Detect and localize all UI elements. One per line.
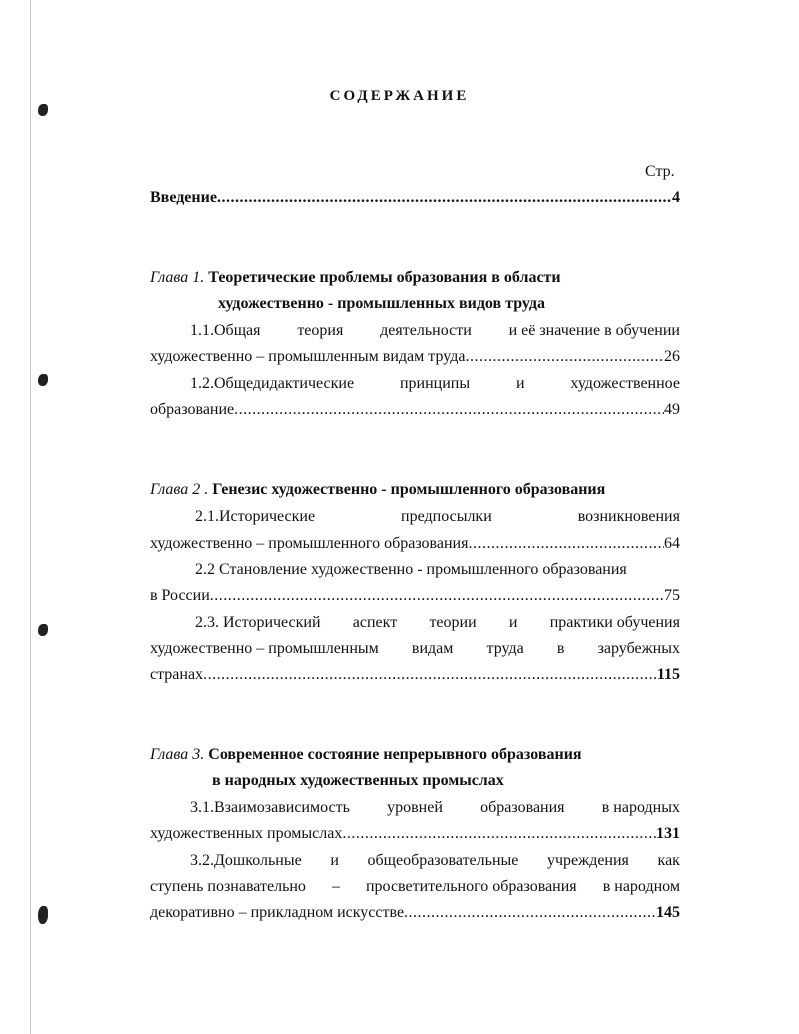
entry-page: 115 <box>656 666 680 683</box>
entry-page: 131 <box>656 825 680 842</box>
word: теория <box>297 322 344 339</box>
leader-dots <box>217 188 672 208</box>
entry-label: странах <box>150 666 204 683</box>
entry-page: 64 <box>664 535 680 552</box>
chapter-2-heading <box>150 480 605 500</box>
word: в народном <box>602 878 680 895</box>
word: как <box>657 852 680 869</box>
word: и <box>515 375 525 392</box>
leader-dots <box>342 824 656 844</box>
punch-hole-mark <box>38 374 48 386</box>
entry-page: 26 <box>664 348 680 365</box>
entry-label: художественных промыслах <box>150 825 343 842</box>
chapter-label: Глава 3. <box>150 746 205 763</box>
leader-dots <box>465 347 664 367</box>
entry-label: художественно – промышленным видам труда <box>150 348 466 365</box>
scan-edge-line <box>30 0 31 1034</box>
word: предпосылки <box>401 508 492 525</box>
page-column-label: Стр. <box>645 163 675 180</box>
word: и её значение в обучении <box>508 322 680 339</box>
section-3-2-line-3 <box>150 903 680 923</box>
word: 2.3. Исторический <box>195 614 321 631</box>
section-2-3-line-1 <box>195 613 680 633</box>
leader-dots <box>468 534 664 554</box>
word: общеобразовательные <box>367 852 519 869</box>
word: художественное <box>570 375 680 392</box>
entry-label: художественно – промышленного образования <box>150 535 469 552</box>
chapter-title: Теоретические проблемы образования в области <box>208 269 561 286</box>
section-3-2-line-1 <box>190 851 680 871</box>
chapter-title: Генезис художественно - промышленного образования <box>212 481 606 498</box>
page-title: СОДЕРЖАНИЕ <box>329 88 470 104</box>
leader-dots <box>210 586 664 606</box>
word: теории <box>429 614 477 631</box>
word: возникновения <box>577 508 680 525</box>
section-2-3-line-3 <box>150 665 680 685</box>
word: труда <box>486 640 524 657</box>
chapter-3-heading <box>150 745 582 765</box>
section-2-3-line-2 <box>150 639 680 659</box>
section-2-1-line-2 <box>150 534 680 554</box>
word: – <box>331 878 340 895</box>
punch-hole-mark <box>38 624 48 636</box>
word: аспект <box>352 614 398 631</box>
section-3-1-line-1 <box>190 798 680 818</box>
word: деятельности <box>380 322 472 339</box>
word: 1.2.Общедидактические <box>190 375 355 392</box>
chapter-label: Глава 2 . <box>150 481 209 498</box>
word: практики обучения <box>549 614 680 631</box>
word: учреждения <box>546 852 629 869</box>
word: художественно – промышленным <box>150 640 379 657</box>
word: и <box>508 614 518 631</box>
entry-label: декоративно – прикладном искусстве <box>150 904 405 921</box>
word: уровней <box>387 799 443 816</box>
chapter-3-title-cont: в народных художественных промыслах <box>212 772 504 789</box>
entry-page: 145 <box>656 904 680 921</box>
entry-label: в России <box>150 587 210 604</box>
word: 2.1.Исторические <box>195 508 316 525</box>
entry-label: Введение <box>150 189 217 206</box>
leader-dots <box>404 903 656 923</box>
word: в <box>556 640 565 657</box>
word: видам <box>411 640 454 657</box>
entry-label: образование <box>150 401 235 418</box>
word: и <box>330 852 339 869</box>
word: 3.1.Взаимозависимость <box>190 799 350 816</box>
chapter-1-title-cont: художественно - промышленных видов труда <box>218 295 545 312</box>
word: принципы <box>399 375 471 392</box>
section-2-2-line-1: 2.2 Становление художественно - промышленного образования <box>195 561 627 578</box>
word: 3.2.Дошкольные <box>190 852 302 869</box>
section-1-1-line-1 <box>190 321 680 341</box>
section-1-2-line-2 <box>150 400 680 420</box>
leader-dots <box>203 665 657 685</box>
section-3-1-line-2 <box>150 824 680 844</box>
word: зарубежных <box>597 640 680 657</box>
entry-page: 49 <box>664 401 680 418</box>
word: просветительного образования <box>365 878 577 895</box>
section-2-1-line-1 <box>195 507 680 527</box>
word: 1.1.Общая <box>190 322 261 339</box>
chapter-1-heading <box>150 268 561 288</box>
entry-page: 4 <box>672 189 680 206</box>
toc-entry-introduction <box>150 188 680 208</box>
word: ступень познавательно <box>150 878 306 895</box>
section-1-2-line-1 <box>190 374 680 394</box>
chapter-label: Глава 1. <box>150 269 205 286</box>
chapter-title: Современное состояние непрерывного образования <box>208 746 582 763</box>
word: в народных <box>601 799 680 816</box>
punch-hole-mark <box>38 906 48 924</box>
leader-dots <box>234 400 664 420</box>
entry-page: 75 <box>664 587 680 604</box>
word: образования <box>480 799 565 816</box>
section-2-2-line-2 <box>150 586 680 606</box>
section-1-1-line-2 <box>150 347 680 367</box>
section-3-2-line-2 <box>150 877 680 897</box>
